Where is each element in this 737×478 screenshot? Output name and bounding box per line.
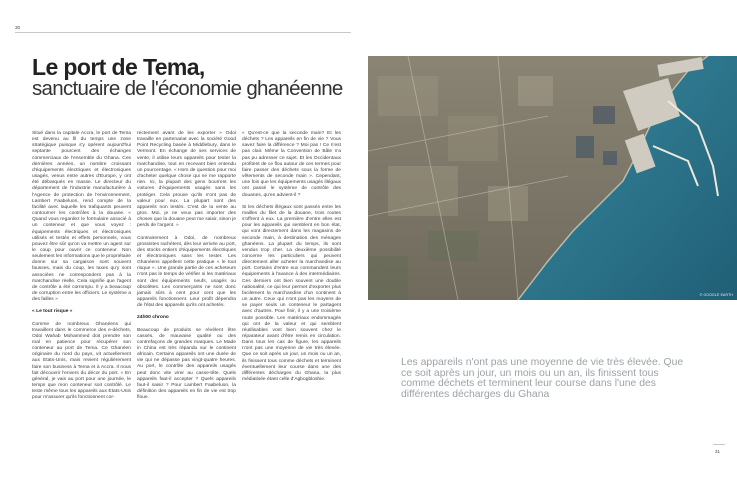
- paragraph: Si les déchets illégaux sont passés entre les mailles du filet de la douane, trois routes s'offrent à eux. La première d'entre elles est pour les appareils qui semblent en bon état, qui vont directement dans les magasins de seconde main, à destination des ménages ghanéens. La plupart du temps, ils sont vendus trop cher. La deuxième possibilité concerne les particuliers qui peuvent directement aller acheter la marchandise au port. Certains d'entre eux commandent leurs équipements à l'avance à des intermédiaires. Ces derniers ont bien souvent une double nationalité, ce qui leur permet d'exporter plus facilement la marchandise d'un continent à un autre. Ceux qui n'ont pas les moyens de se payer seuls un conteneur le partagent avec d'autres. Pour finir, il y a une troisième route possible. Les matériaux endommagés qui ont de la valeur et qui semblent réutilisables vont bien souvent chez le réparateur avant d'être remis en circulation. Dans tous les cas de figure, les appareils n'ont pas une moyenne de vie très élevée. Que ce soit après un jour, un mois ou un an, ils finissent tous comme déchets et terminent éventuellement leur course dans une des différentes décharges du Ghana, la plus médiatisée étant celle d'Agbogbloshie.: [242, 204, 341, 383]
- pull-quote: Les appareils n'ont pas une moyenne de vie très élevée. Que ce soit après un jour, un mois ou un an, ils finissent tous comme déchets et terminent leur course dans l'une des différentes décharges du Ghana: [401, 357, 684, 400]
- text-column-3: [242, 131, 341, 389]
- section-subheading: « Le tout risque »: [32, 309, 73, 315]
- satellite-image: [368, 56, 737, 300]
- paragraph: Comme de nombreux Ghanéens qui travaillent dans le commerce des e-déchets, Odoi Wahab Mohammed doit prendre son mal en patience pour récupérer son conteneur au port de Tema. Ce Ghanéen originaire du nord du pays, vit actuellement aux Etats-Unis, mais revient régulièrement faire son business à Tema et à Accra. Il nous fait découvrir l'envers du décor du port. « En général, je vais au port pour une journée, le temps que mon conteneur soit contrôlé. Le teste même tous les appareils aux Etats-Unis pour m'assurer qu'ils fonctionnent cor-: [32, 321, 131, 401]
- bottom-rule-right: [713, 444, 725, 445]
- page-number-right: 31: [715, 449, 721, 454]
- section-subheading: 24h00 chrono: [137, 315, 169, 321]
- text-column-2: [137, 131, 236, 407]
- port-aerial-photo: [368, 56, 737, 300]
- photo-credit: © GOOGLE EARTH: [699, 293, 733, 297]
- paragraph: Situé dans la capitale Accra, le port de Tema est devenu au fil du temps une zone stratégique puisque s'y opèrent aujourd'hui septante pourcent des échanges commerciaux de l'ensemble du Ghana. Ces dernières années, un nombre croissant d'équipements électriques et électroniques usagés, venus entre autres d'Europe, y ont été débarqués en masse. Le directeur du département de l'industrie manufacturière à l'Agence de protection de l'environnement, Lambert Faabeluon, rend compte de la facilité avec laquelle les trafiquants peuvent contourner les contrôles à la douane. « Quand vous regardez le formulaire associé à un conteneur et que vous voyez : équipements électriques et électroniques utilisés et testés et effets personnels, vous pouvez être sûr qu'on va mettre un agent sur le coup pour ouvrir ce conteneur. Non seulement les informations que le propriétaire donne sur sa cargaison sont souvent fausses, mais du coup, les taxes qu'y sont associées ne correspondent pas à la marchandise réelle. Cela signifie que l'agent de contrôle a été corrompu. Il y a beaucoup de corruption entre les officiers. Le système a des failles »: [32, 131, 131, 303]
- article-subtitle: sanctuaire de l'économie ghanéenne: [32, 77, 343, 100]
- top-rule-left: [15, 32, 351, 33]
- article-title: Le port de Tema,: [32, 54, 205, 80]
- paragraph: « Qu'est-ce que la seconde main? Et les déchets ? Les appareils en fin de vie ? Vous savez faire la différence ? Moi pas ! Ce n'est pas clair. Même la Convention de Bâle n'a pas pu adresser ce sujet. Et les Occidentaux profitent de ce flou autour de ces termes pour faire passer des déchets sous la forme de vêtements de seconde main ». Cependant, une fois que les équipements usagés illégaux ont passé le système de contrôle des douanes, qu'en advient-il ?: [242, 131, 341, 198]
- page-number-left: 30: [15, 25, 21, 30]
- paragraph: rectement avant de les exporter » Odoi travaille en partenariat avec la société Good Point Recycling basée à Middlebury, dans le Vermont. En échange de ses services de vente, il utilise leurs appareils pour tester la marchandise, tout en recevant bien entendu un pourcentage. « Hors de question pour moi d'acheter quelque chose qui ne me rapporte rien. Ici, la plupart des gens bourrent les voitures d'équipements usagés sans les protéger. Cela prouve qu'ils n'ont pas de valeur pour eux. La plupart sont des appareils non testés. C'est de la vente au gros. Moi, je ne veux pas importer des choses que la douane peut me saisir, sinon je perds de l'argent. »: [137, 131, 236, 229]
- paragraph: Beaucoup de produits se révèlent être cassés, de mauvaise qualité ou des contrefaçons de grandes marques. Le Made in China est très répandu sur le continent africain. Certains appareils ont une durée de vie qui ne dépasse pas vingt-quatre heures. Au port, le contrôle des appareils usagés peut donc vite virer au casse-tête. Quels appareils faut-il accepter ? Quels appareils faut-il saisir ? Pour Lambert Faabeluon, la définition des appareils en fin de vie est trop floue.: [137, 327, 236, 401]
- paragraph: Contrairement à Odoi, de nombreux grossistes rachètent, dès leur arrivée au port, des stocks entiers d'équipements électriques et électroniques sans les tester. Les Ghanéens appellent cette pratique « le tout risque ». Une grande partie de ces acheteurs n'ont pas le temps de vérifier si les matériaux sont des équipements neufs, usagés ou obsolètes. Les commerçants ne sont donc jamais sûrs à cent pour cent que les appareils fonctionnent. Leur profit dépendra de l'état des appareils qu'ils ont achetés.: [137, 235, 236, 309]
- text-column-1: [32, 131, 131, 408]
